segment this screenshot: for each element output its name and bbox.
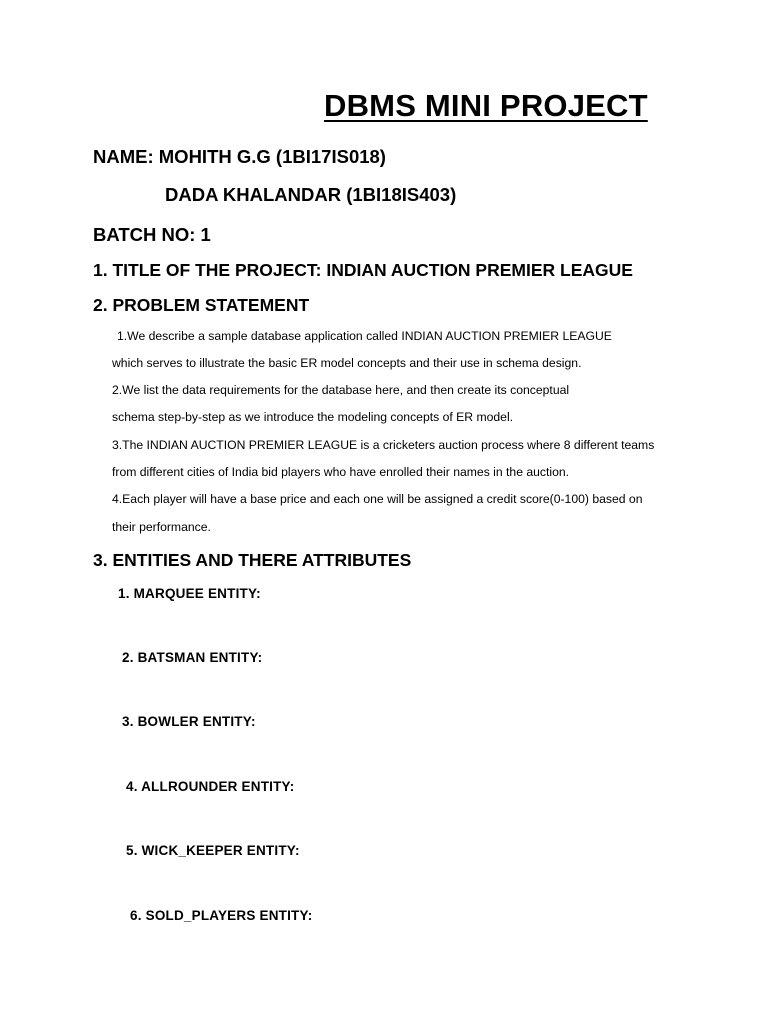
problem-line: 3.The INDIAN AUCTION PREMIER LEAGUE is a cricketers auction process where 8 different teams — [112, 438, 655, 452]
problem-line: 4.Each player will have a base price and each one will be assigned a credit score(0-100) based on — [112, 492, 643, 506]
section-title-project: 1. TITLE OF THE PROJECT: INDIAN AUCTION PREMIER LEAGUE — [93, 260, 633, 280]
problem-line: which serves to illustrate the basic ER model concepts and their use in schema design. — [112, 356, 582, 370]
entity-item-bowler: 3. BOWLER ENTITY: — [122, 714, 256, 729]
batch-line: BATCH NO: 1 — [93, 224, 211, 245]
section-entities: 3. ENTITIES AND THERE ATTRIBUTES — [93, 550, 412, 570]
name-line: NAME: MOHITH G.G (1BI17IS018) — [93, 146, 386, 167]
entity-item-batsman: 2. BATSMAN ENTITY: — [122, 650, 263, 665]
problem-line: their performance. — [112, 520, 211, 534]
problem-line: 1.We describe a sample database application called INDIAN AUCTION PREMIER LEAGUE — [117, 329, 612, 343]
second-name-line: DADA KHALANDAR (1BI18IS403) — [165, 184, 457, 205]
entity-item-allrounder: 4. ALLROUNDER ENTITY: — [126, 779, 295, 794]
entity-item-sold-players: 6. SOLD_PLAYERS ENTITY: — [130, 908, 313, 923]
problem-line: 2.We list the data requirements for the database here, and then create its conceptual — [112, 383, 570, 397]
problem-line: schema step-by-step as we introduce the modeling concepts of ER model. — [112, 410, 514, 424]
section-problem-statement: 2. PROBLEM STATEMENT — [93, 295, 310, 315]
document-title: DBMS MINI PROJECT — [324, 88, 648, 123]
entity-item-marquee: 1. MARQUEE ENTITY: — [118, 586, 261, 601]
entity-item-wick-keeper: 5. WICK_KEEPER ENTITY: — [126, 843, 300, 858]
problem-line: from different cities of India bid players who have enrolled their names in the auction. — [112, 465, 570, 479]
